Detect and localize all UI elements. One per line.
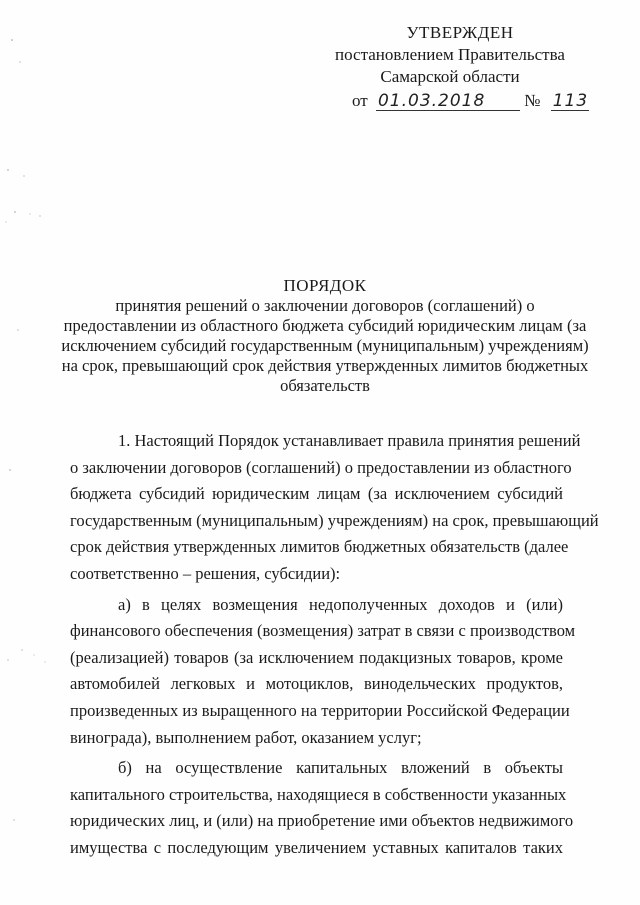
text-line: капитального строительства, находящиеся в собственности указанных: [70, 784, 567, 804]
subtitle-line: предоставлении из областного бюджета субсидий юридическим лицам (за: [63, 316, 587, 335]
text-line: срок действия утвержденных лимитов бюджетных обязательств (далее: [70, 537, 569, 557]
text-line: юридических лиц, и (или) на приобретение ими объектов недвижимого: [70, 811, 574, 831]
text-line: а) в целях возмещения недополученных доходов и (или): [118, 594, 563, 614]
text-line: финансового обеспечения (возмещения) затрат в связи с производством: [70, 621, 576, 641]
text-line: 1. Настоящий Порядок устанавливает правила принятия решений: [118, 431, 581, 450]
approval-line-1: постановлением Правительства: [335, 45, 565, 64]
text-line: автомобилей легковых и мотоциклов, винодельческих продуктов,: [70, 674, 563, 694]
approval-number-value: 113: [552, 91, 589, 111]
subtitle-line: на срок, превышающий срок действия утвержденных лимитов бюджетных: [61, 356, 589, 375]
text-line: соответственно – решения, субсидии):: [70, 563, 341, 583]
approved-heading: УТВЕРЖДЕН: [406, 23, 514, 42]
approval-date-line: [330, 90, 589, 112]
paragraph-a: [70, 592, 576, 752]
text-line: б) на осуществление капитальных вложений в объекты: [118, 758, 563, 778]
approval-stamp-block: [330, 22, 589, 112]
document-body: [70, 428, 599, 866]
text-line: произведенных из выращенного на территории Российской Федерации: [70, 700, 570, 720]
text-line: государственным (муниципальным) учреждениям) на срок, превышающий: [70, 510, 599, 530]
number-prefix: №: [524, 91, 541, 110]
document-title-block: [60, 276, 590, 396]
approval-date-value: 01.03.2018: [376, 92, 520, 111]
paragraph-b: [70, 755, 574, 861]
scan-noise: [0, 0, 60, 905]
subtitle-line: исключением субсидий государственным (муниципальным) учреждениям): [61, 336, 589, 355]
subtitle-line: принятия решений о заключении договоров (соглашений) о: [115, 296, 535, 315]
text-line: (реализацией) товаров (за исключением подакцизных товаров, кроме: [70, 647, 563, 667]
text-line: имущества с последующим увеличением уставных капиталов таких: [70, 837, 563, 857]
approval-line-2: Самарской области: [380, 67, 520, 86]
document-title: ПОРЯДОК: [283, 276, 367, 295]
subtitle-line: обязательств: [280, 376, 370, 395]
text-line: о заключении договоров (соглашений) о предоставлении из областного: [70, 457, 572, 477]
paragraph-1: [70, 428, 599, 588]
text-line: бюджета субсидий юридическим лицам (за исключением субсидий: [70, 484, 563, 504]
date-prefix: от: [352, 91, 368, 110]
text-line: винограда), выполнением работ, оказанием услуг;: [70, 727, 422, 747]
